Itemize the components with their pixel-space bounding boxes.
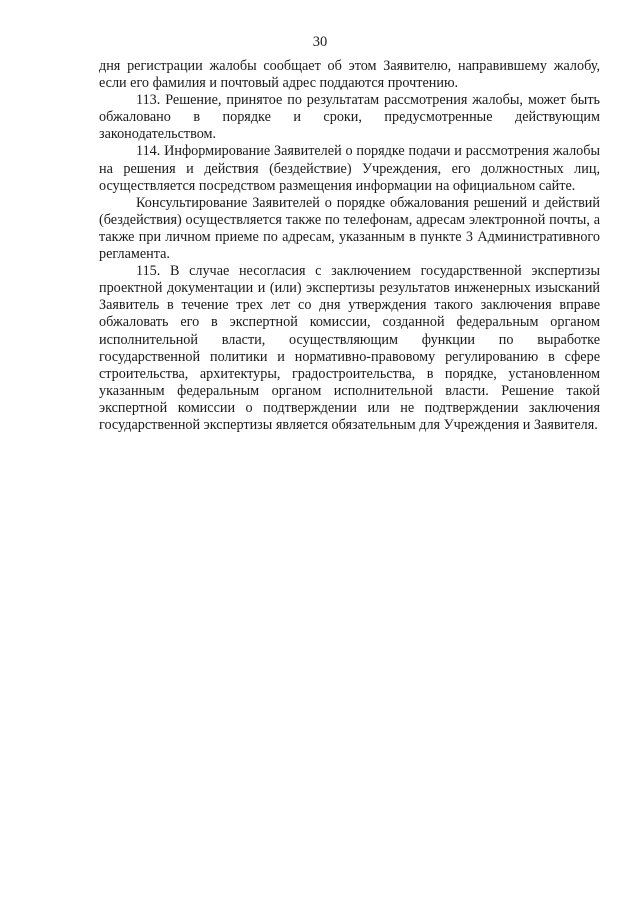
paragraph-114: 114. Информирование Заявителей о порядке подачи и рассмотрения жалобы на решения и действия (бездействие) Учреждения, его должностных лиц, осуществляется посредством размещения информации на официальном сайте. <box>99 143 600 194</box>
paragraph-continuation: дня регистрации жалобы сообщает об этом Заявителю, направившему жалобу, если его фамилия и почтовый адрес поддаются прочтению. <box>99 58 600 92</box>
paragraph-113: 113. Решение, принятое по результатам рассмотрения жалобы, может быть обжаловано в порядке и сроки, предусмотренные действующим законодательством. <box>99 92 600 143</box>
page-number: 30 <box>312 34 328 50</box>
paragraph-115: 115. В случае несогласия с заключением государственной экспертизы проектной документации и (или) экспертизы результатов инженерных изысканий Заявитель в течение трех лет со дня утверждения такого заключения вправе обжаловать его в экспертной комиссии, созданной федеральным органом исполнительной власти, осуществляющим функции по выработке государственной политики и нормативно-правовому регулированию в сфере строительства, архитектуры, градостроительства, в порядке, установленном указанным федеральным органом исполнительной власти. Решение такой экспертной комиссии о подтверждении или не подтверждении заключения государственной экспертизы является обязательным для Учреждения и Заявителя. <box>99 263 600 433</box>
document-body <box>99 58 600 434</box>
paragraph-consultation: Консультирование Заявителей о порядке обжалования решений и действий (бездействия) осуществляется также по телефонам, адресам электронной почты, а также при личном приеме по адресам, указанным в пункте 3 Административного регламента. <box>99 194 600 263</box>
